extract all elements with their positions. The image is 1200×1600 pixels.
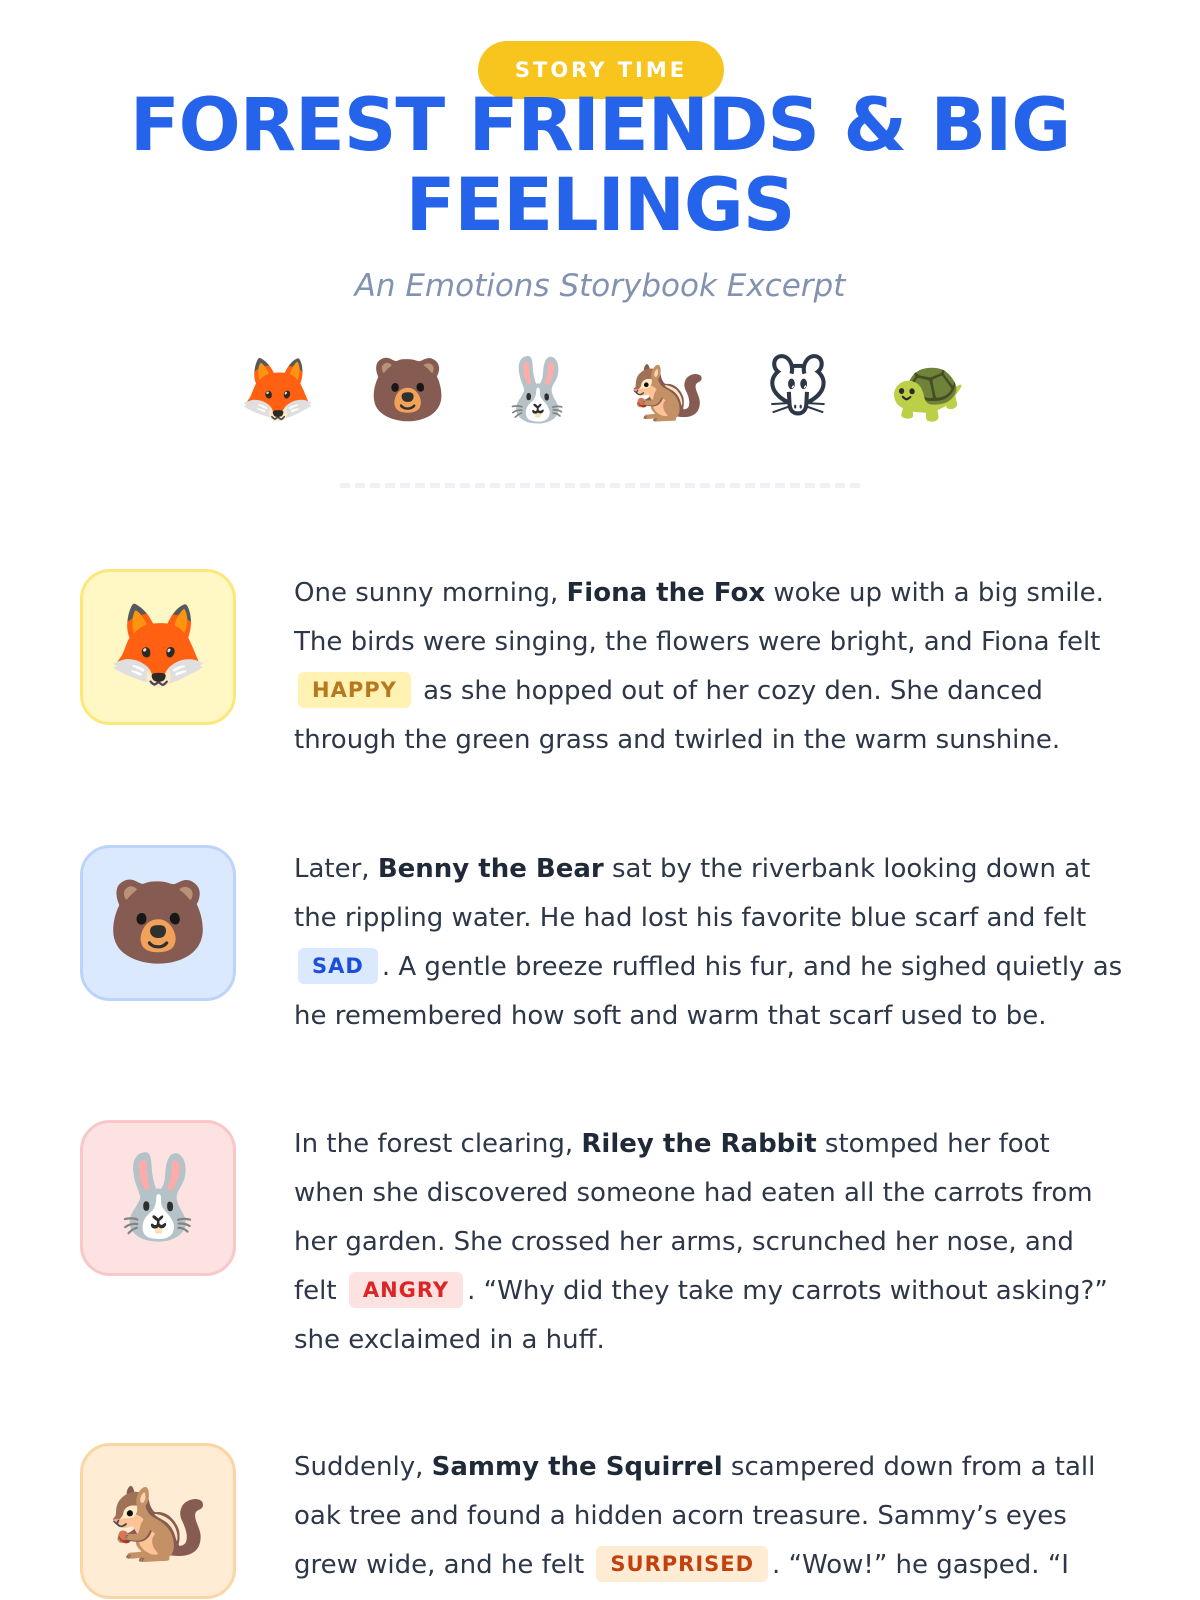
rabbit-icon: 🐰	[499, 353, 577, 426]
story-time-badge: STORY TIME	[478, 41, 724, 99]
fox-avatar: 🦊	[80, 569, 236, 725]
paragraph-text: Suddenly, Sammy the Squirrel scampered down from a tall oak tree and found a hidden acorn treasure. Sammy’s eyes grew wide, and he felt SURPRISED . “Wow!” he gasped. “I	[294, 1452, 1096, 1580]
bear-icon: 🐻	[369, 353, 447, 426]
chipmunk-icon: 🐿️	[629, 353, 707, 426]
paragraph-text: One sunny morning, Fiona the Fox woke up with a big smile. The birds were singing, the flowers were bright, and Fiona felt HAPPY as she hopped out of her cozy den. She danced through the green grass and twirled in the warm sunshine.	[294, 578, 1104, 755]
character-name: Benny the Bear	[377, 854, 604, 884]
character-name: Sammy the Squirrel	[431, 1452, 723, 1482]
squirrel-avatar: 🐿️	[80, 1443, 236, 1599]
character-emoji-row	[238, 350, 968, 430]
emotion-tag-surprised: SURPRISED	[596, 1546, 768, 1582]
bear-avatar: 🐻	[80, 845, 236, 1001]
emotion-tag-angry: ANGRY	[349, 1272, 463, 1308]
page-subtitle: An Emotions Storybook Excerpt	[354, 268, 846, 304]
character-name: Fiona the Fox	[566, 578, 766, 608]
paragraph-text: Later, Benny the Bear sat by the riverbank looking down at the rippling water. He had lost his favorite blue scarf and felt SAD . A gentle breeze ruffled his fur, and he sighed quietly as he remembered how soft and warm that scarf used to be.	[294, 854, 1123, 1031]
turtle-icon: 🐢	[889, 353, 967, 426]
mouse-icon: 🐭	[765, 353, 831, 426]
rabbit-avatar: 🐰	[80, 1120, 236, 1276]
character-name: Riley the Rabbit	[581, 1129, 817, 1159]
fox-icon: 🦊	[239, 353, 317, 426]
dashed-divider	[340, 483, 860, 488]
page-title: FOREST FRIENDS & BIG FEELINGS	[129, 83, 1071, 248]
paragraph-text: In the forest clearing, Riley the Rabbit stomped her foot when she discovered someone had eaten all the carrots from her garden. She crossed her arms, scrunched her nose, and felt ANGRY . “Why did they take my carrots without asking?” she exclaimed in a huff.	[294, 1129, 1108, 1355]
emotion-tag-happy: HAPPY	[298, 672, 411, 708]
emotion-tag-sad: SAD	[298, 948, 378, 984]
